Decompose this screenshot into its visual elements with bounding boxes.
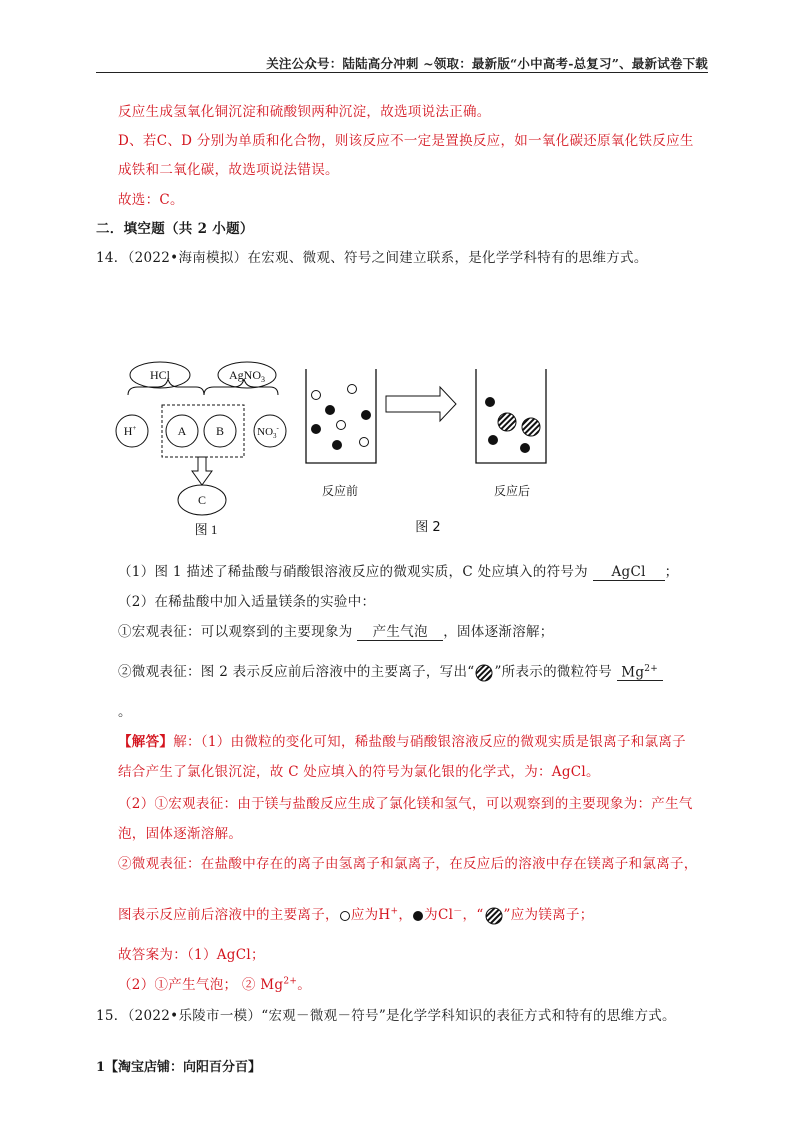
solution-line-5: ②微观表征：在盐酸中存在的离子由氢离子和氯离子，在反应后的溶液中存在镁离子和氯离子，	[118, 856, 698, 872]
a-label: A	[177, 424, 187, 438]
figure-2-caption: 图 2	[415, 520, 441, 535]
solution-line-3: （2）①宏观表征：由于镁与盐酸反应生成了氯化镁和氢气，可以观察到的主要现象为：产生气	[118, 796, 693, 812]
no3-ion-label: $NO_3^-$	[257, 424, 279, 440]
question-14-part-2: （2）在稀盐酸中加入适量镁条的实验中：	[118, 594, 376, 610]
figure-1	[116, 362, 286, 537]
header-divider	[96, 72, 708, 73]
h-ion-icon	[339, 910, 351, 922]
page-header: 关注公众号：陆陆高分冲刺 ~领取：最新版“小中高考-总复习”、最新试卷下载	[266, 56, 708, 71]
page-footer: 1【淘宝店铺：向阳百分百】	[96, 1060, 262, 1075]
answer-blank-2: 产生气泡	[357, 620, 443, 641]
h-ion-particle	[348, 385, 357, 394]
mg-ion-particle	[498, 413, 516, 431]
final-answer-line-1: 故答案为：（1）AgCl；	[118, 947, 265, 963]
cl-ion-particle	[520, 443, 530, 453]
reaction-box	[162, 405, 244, 457]
cl-ion-particle	[361, 410, 371, 420]
down-arrow	[192, 457, 212, 485]
figure-2	[306, 369, 546, 535]
solution-line-6: 图表示反应前后溶液中的主要离子， 应为H+， 为Cl－，“ ”应为镁离子；	[118, 903, 594, 926]
h-ion-particle	[312, 391, 321, 400]
section-title: 二．填空题（共 2 小题）	[96, 221, 254, 237]
cl-ion-particle	[488, 435, 498, 445]
agno3-label: AgNO$_3$	[229, 368, 265, 384]
after-label: 反应后	[493, 484, 531, 498]
solution-line-1: 【解答】解：（1）由微粒的变化可知，稀盐酸与硝酸银溶液反应的微观实质是银离子和氯离子	[118, 734, 686, 750]
solution-line-2: 结合产生了氯化银沉淀，故 C 处应填入的符号为氯化银的化学式，为：AgCl。	[118, 764, 600, 780]
answer-blank-3: $Mg^{2+}$	[617, 664, 663, 682]
mg-ion-icon	[484, 906, 504, 926]
cl-ion-particle	[325, 405, 335, 415]
prev-answer-line-1: 反应生成氢氧化铜沉淀和硫酸钡两种沉淀，故选项说法正确。	[118, 104, 491, 120]
prev-answer-line-3: 成铁和二氧化碳，故选项说法错误。	[118, 162, 339, 178]
final-answer-line-2: （2）①产生气泡； ② $Mg^{2+}$。	[118, 976, 312, 993]
question-15-stem: 15．（2022•乐陵市一模）“宏观－微观－符号”是化学学科知识的表征方式和特有的思维方式。	[96, 1008, 676, 1024]
c-label: C	[197, 493, 207, 507]
question-14-stem: 14．（2022•海南模拟）在宏观、微观、符号之间建立联系，是化学学科特有的思维方式。	[96, 250, 648, 266]
h-ion-label: H+	[123, 424, 137, 438]
b-label: B	[215, 424, 225, 438]
mg-ion-particle	[522, 418, 540, 436]
cl-ion-icon	[412, 910, 424, 922]
h-ion-particle	[360, 438, 369, 447]
before-label: 反应前	[321, 484, 359, 498]
mg-ion-icon	[474, 663, 494, 683]
cl-ion-particle	[485, 397, 495, 407]
h-ion-particle	[337, 421, 346, 430]
reaction-arrow	[386, 387, 456, 421]
question-14-part-1: （1）图 1 描述了稀盐酸与硝酸银溶液反应的微观实质，C 处应填入的符号为 AgCl ；	[118, 564, 679, 580]
question-14-end-mark: 。	[118, 704, 132, 720]
answer-blank-1: AgCl	[593, 564, 665, 581]
cl-ion-particle	[332, 440, 342, 450]
solution-line-4: 泡，固体逐渐溶解。	[118, 826, 243, 842]
prev-answer-line-2: D、若C、D 分别为单质和化合物，则该反应不一定是置换反应，如一氧化碳还原氧化铁反应生	[118, 133, 694, 149]
question-14-part-2a: ①宏观表征：可以观察到的主要现象为 产生气泡 ，固体逐渐溶解；	[118, 620, 554, 641]
prev-answer-line-4: 故选：C。	[118, 192, 184, 208]
question-14-figures	[110, 355, 610, 545]
figure-1-caption: 图 1	[194, 522, 218, 537]
question-14-part-2b: ②微观表征：图 2 表示反应前后溶液中的主要离子，写出“ ”所表示的微粒符号 $Mg^{2+}$	[118, 660, 663, 683]
cl-ion-particle	[311, 424, 321, 434]
hcl-label: HCl	[149, 368, 171, 382]
